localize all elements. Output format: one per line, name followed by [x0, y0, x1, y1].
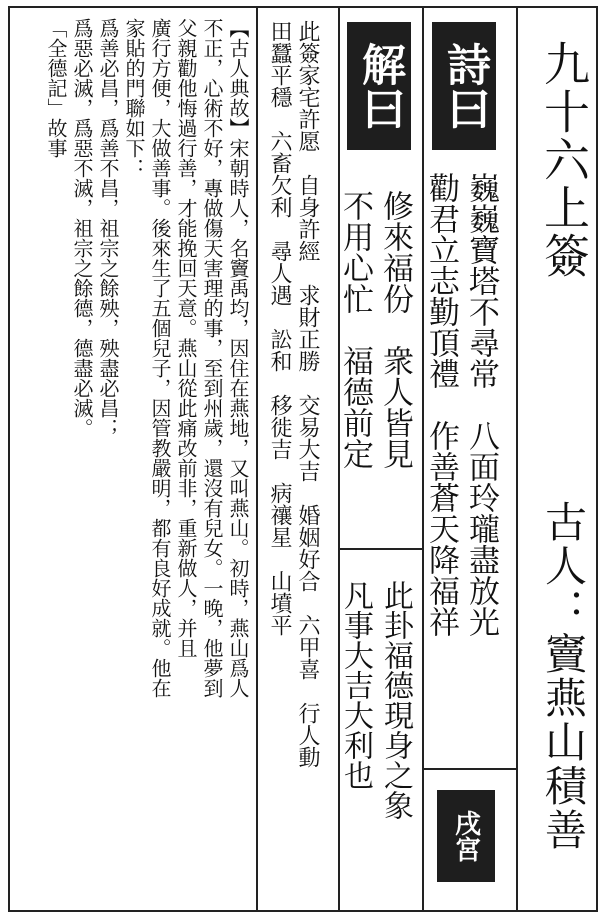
- story-line-2: 不正，心術不好，專做傷天害理的事，至到州歲，還沒有兒女。一晚，他夢到: [200, 18, 224, 698]
- items-line-2: 田蠶平穩 六畜欠利 尋人遇 訟和 移徙吉 病禳星 山墳平: [267, 20, 292, 636]
- story-text: [21, 18, 251, 908]
- story-line-7: 爲惡必滅，爲惡不滅，祖宗之餘德，德盡必滅。: [70, 18, 94, 438]
- fortune-items: [261, 20, 321, 910]
- story-line-6: 爲善必昌，爲善不昌，祖宗之餘殃，殃盡必昌；: [96, 18, 120, 438]
- interpretation-text: [329, 190, 415, 520]
- poem-line-1: 巍巍寶塔不尋常 八面玲瓏盡放光: [463, 172, 499, 637]
- divider-poem-horizontal: [422, 768, 518, 770]
- palace-badge: [437, 790, 495, 882]
- palace-text: 戌宮: [450, 810, 481, 862]
- story-line-1: 【古人典故】宋朝時人，名竇禹均，因住在燕地，又叫燕山。初時，燕山爲人: [226, 18, 250, 698]
- poem-text: [415, 172, 501, 762]
- story-line-4: 廣行方便，大做善事。後來生了五個兒子，因管教嚴明，都有良好成就。他在: [148, 18, 172, 698]
- poem-line-2: 勸君立志勤頂禮 作善蒼天降福祥: [423, 172, 459, 637]
- interp-line-2: 不用心忙 福德前定: [337, 190, 373, 469]
- divider-interp-horizontal: [338, 548, 424, 550]
- story-line-3: 父親勸他悔過行善，才能挽回天意。燕山從此痛改前非，重新做人，并且: [174, 18, 198, 658]
- interpretation-heading: [347, 22, 411, 150]
- interpretation-summary: [329, 580, 415, 910]
- story-line-8: 「全德記」故事: [44, 18, 68, 158]
- divider-title: [516, 8, 518, 910]
- lot-subject: 古人：竇燕山積善: [539, 500, 588, 852]
- poem-heading-text: 詩曰: [439, 42, 490, 130]
- summary-line-2: 凡事大吉大利也: [338, 580, 373, 790]
- divider-items: [256, 8, 258, 910]
- interp-line-1: 修來福份 衆人皆見: [377, 190, 413, 469]
- story-line-5: 家貼的門聯如下：: [122, 18, 146, 178]
- summary-line-1: 此卦福德現身之象: [378, 580, 413, 820]
- lot-title: 九十六上簽: [537, 40, 591, 280]
- interpretation-heading-text: 解曰: [354, 42, 405, 130]
- poem-heading: [432, 22, 496, 150]
- items-line-1: 此簽家宅許愿 自身許經 求財正勝 交易大吉 婚姻好合 六甲喜 行人動: [295, 20, 320, 768]
